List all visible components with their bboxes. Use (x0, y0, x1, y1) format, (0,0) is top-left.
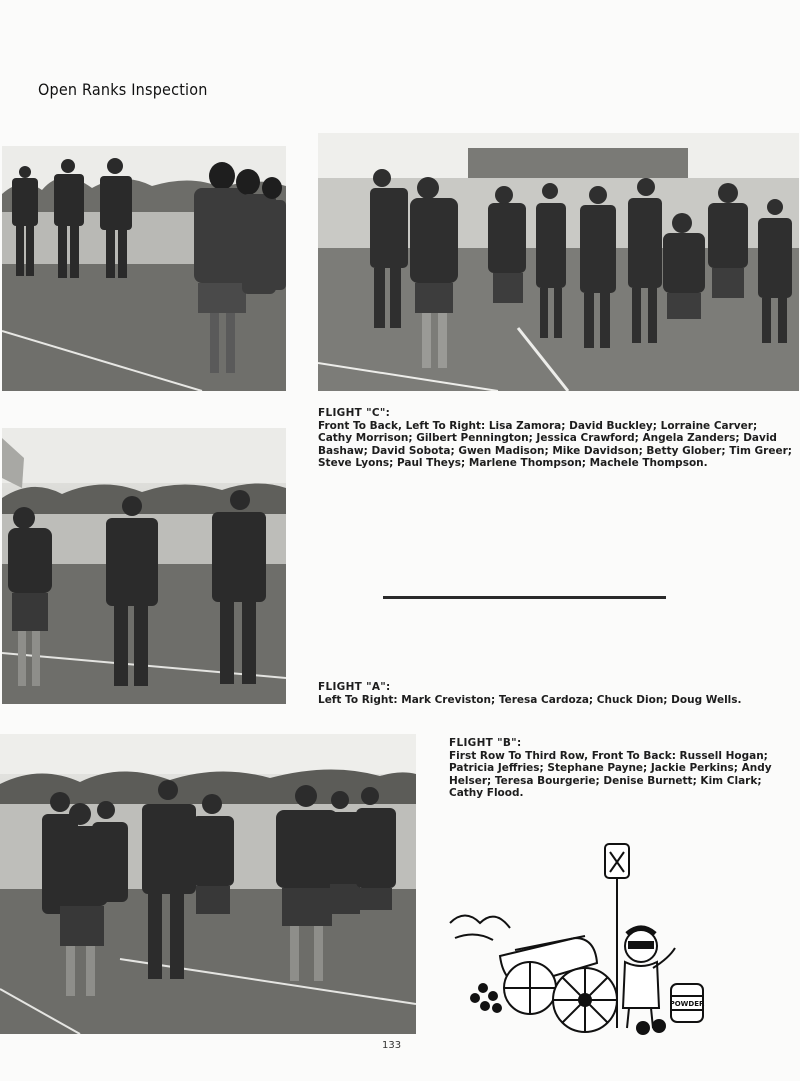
page-heading: Open Ranks Inspection (38, 80, 208, 99)
photo-flight-c (318, 133, 799, 391)
section-divider (383, 596, 666, 599)
photo-flight-b (0, 734, 416, 1034)
powder-barrel-label: POWDER (669, 1000, 705, 1008)
caption-flight-b (449, 737, 789, 800)
page-number: 133 (382, 1040, 402, 1051)
caption-flight-b-title: FLIGHT "B": (449, 737, 522, 749)
caption-flight-a-text: Left To Right: Mark Creviston; Teresa Cardoza; Chuck Dion; Doug Wells. (318, 693, 742, 706)
caption-flight-b-text: First Row To Third Row, Front To Back: Russell Hogan; Patricia Jeffries; Stephane Payne; Jackie Perkins; Andy Helser; Teresa Bourgerie; Denise Burnett; Kim Clark; Cathy Flood. (449, 749, 772, 799)
caption-flight-c-title: FLIGHT "C": (318, 407, 391, 419)
caption-flight-c (318, 407, 793, 470)
photo-flight-a (2, 428, 286, 704)
caption-flight-c-text: Front To Back, Left To Right: Lisa Zamora; David Buckley; Lorraine Carver; Cathy Morrison; Gilbert Pennington; Jessica Crawford; Angela Zanders; David Bashaw; David Sobota; Gwen Madison; Mike Davidson; Betty Glober; Tim Greer; Steve Lyons; Paul Theys; Marlene Thompson; Machele Thompson. (318, 419, 792, 469)
cannon-cartoon (445, 838, 715, 1038)
caption-flight-a-title: FLIGHT "A": (318, 681, 391, 693)
photo-inspection-officers (2, 146, 286, 391)
caption-flight-a (318, 681, 793, 706)
